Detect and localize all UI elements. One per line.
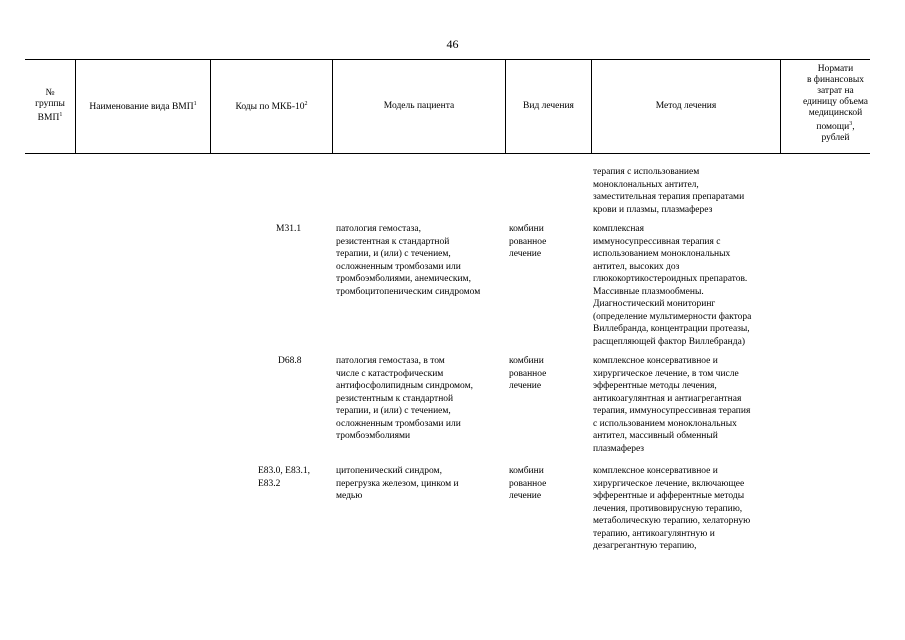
header-icd-codes-text: Коды по МКБ-10 xyxy=(235,102,305,113)
page-number: 46 xyxy=(446,37,459,51)
row-patient-model: патология гемостаза, в том числе с катастрофическим антифосфолипидным синдромом, резистентным к стандартной терапии, и (или) с течением, осложненным тромбозами или тромбоэмболиями xyxy=(336,356,473,441)
header-financial-norm-tail: , рублей xyxy=(821,122,855,144)
row-treatment-method: комплексная иммуносупрессивная терапия с использованием моноклональных антител, высоких доз глюкокортикостероидных препаратов. Массивные плазмообмены. Диагностический мониторинг (определение мультимерности фактора Виллебранда, концентрации протеазы, расщепляющей фактор Виллебранда) xyxy=(593,224,752,347)
row-treatment-type: комбини рованное лечение xyxy=(509,224,547,259)
header-vmp-name xyxy=(76,60,211,153)
header-group-number-text: № группы ВМП xyxy=(35,88,65,124)
footnote-mark: 2 xyxy=(304,101,308,108)
row-code: M31.1 xyxy=(276,224,302,234)
row-code: D68.8 xyxy=(278,356,302,366)
row-code: E83.0, E83.1, E83.2 xyxy=(258,466,310,489)
header-treatment-type xyxy=(506,60,592,153)
footnote-mark: 1 xyxy=(59,112,63,119)
table-header xyxy=(25,59,870,154)
header-treatment-type-text: Вид лечения xyxy=(523,101,574,111)
row-treatment-type: комбини рованное лечение xyxy=(509,356,547,391)
row-patient-model: патология гемостаза, резистентная к стандартной терапии, и (или) с течением, осложненным тромбозами или тромбоэмболиями, анемическим, тромбоцитопеническим синдромом xyxy=(336,224,481,297)
continuation-method-text: терапия с использованием моноклональных антител, заместительная терапия препаратами крови и плазмы, плазмаферез xyxy=(593,167,745,215)
header-treatment-method xyxy=(592,60,781,153)
header-patient-model xyxy=(333,60,506,153)
row-treatment-method: комплексное консервативное и хирургическое лечение, в том числе эфферентные методы лечения, антикоагулянтная и антиагрегантная терапия, иммуносупрессивная терапия с использованием моноклональных антител, массивный обменный плазмаферез xyxy=(593,356,751,454)
header-group-number xyxy=(25,60,76,153)
header-treatment-method-text: Метод лечения xyxy=(655,101,717,111)
header-financial-norm-text: Нормати в финансовых затрат на единицу объема медицинской помощи xyxy=(802,64,868,133)
header-patient-model-text: Модель пациента xyxy=(383,101,455,111)
footnote-mark: 3 xyxy=(849,121,853,127)
footnote-mark: 1 xyxy=(193,101,197,108)
header-vmp-name-text: Наименование вида ВМП xyxy=(89,102,194,113)
header-icd-codes xyxy=(211,60,333,153)
row-patient-model: цитопенический синдром, перегрузка железом, цинком и медью xyxy=(336,466,459,501)
row-treatment-method: комплексное консервативное и хирургическое лечение, включающее эфферентные и афферентные методы лечения, противовирусную терапию, метаболическую терапию, хелаторную терапию, антикоагулянтную и дезагрегантную терапию, xyxy=(593,466,751,551)
header-financial-norm xyxy=(781,60,870,153)
row-treatment-type: комбини рованное лечение xyxy=(509,466,547,501)
